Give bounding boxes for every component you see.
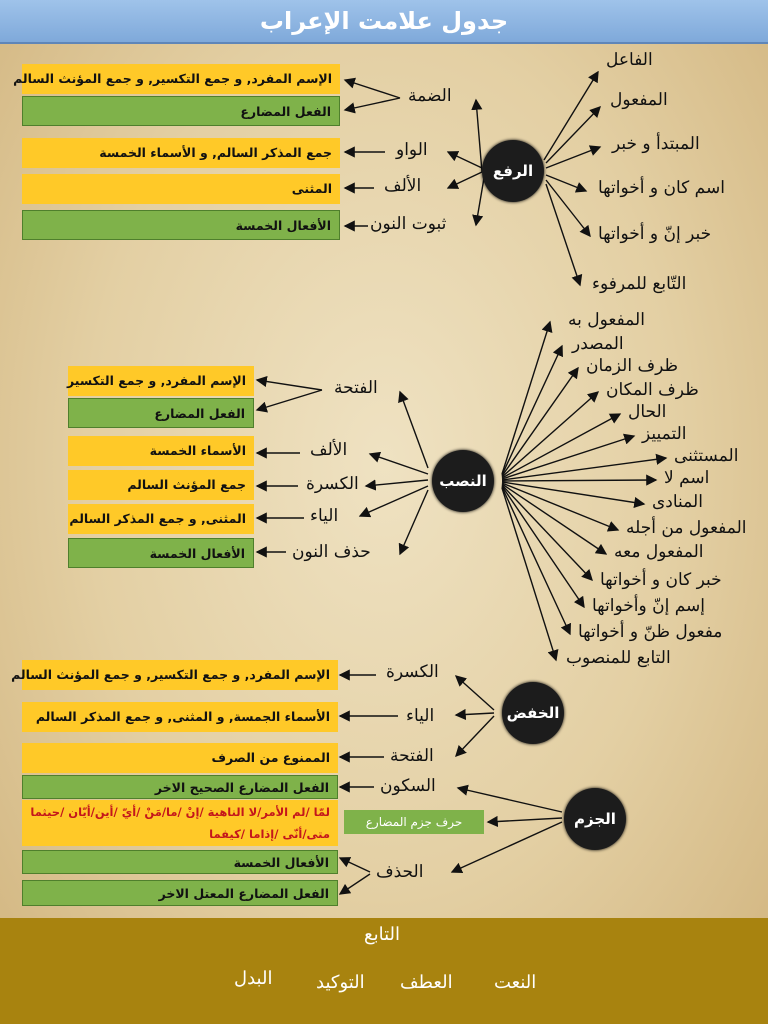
- nasb-mark-alif: الألف: [310, 440, 348, 460]
- khafd-hub: الخفض: [502, 682, 564, 744]
- jazm-mark-hadhf: الحذف: [376, 862, 424, 882]
- nasb-use-11: المفعول معه: [614, 542, 704, 562]
- nasb-mark-kasra: الكسرة: [306, 474, 359, 494]
- tabi-item-tawkid: التوكيد: [316, 972, 365, 993]
- khafd-box-3: الممنوع من الصرف: [22, 743, 338, 773]
- khafd-mark-kasra: الكسرة: [386, 662, 439, 682]
- tabi-item-naat: النعت: [494, 972, 537, 993]
- jazm-box-1: الفعل المضارع الصحيح الاخر: [22, 775, 338, 799]
- khafd-box-2: الأسماء الجمسة, و المثنى, و جمع المذكر السالم: [22, 702, 338, 732]
- nasb-box-3: الأسماء الخمسة: [68, 436, 254, 466]
- raf-use-5: خبر إنّ و أخواتها: [598, 224, 712, 244]
- tabi-item-badal: البدل: [234, 968, 273, 989]
- raf-box-5: الأفعال الخمسة: [22, 210, 340, 240]
- nasb-use-4: ظرف المكان: [606, 380, 699, 400]
- nasb-mark-nun: حذف النون: [292, 542, 371, 562]
- page-title: جدول علامت الإعراب: [0, 0, 768, 44]
- raf-box-1: الإسم المفرد, و جمع التكسير, و جمع المؤنث السالم: [22, 64, 340, 94]
- khafd-mark-fatha: الفتحة: [390, 746, 434, 766]
- tabi-item-atf: العطف: [400, 972, 453, 993]
- nasb-use-1: المفعول به: [568, 310, 645, 330]
- jazm-mark-sukun: السكون: [380, 776, 436, 796]
- raf-hub: الرفع: [482, 140, 544, 202]
- nasb-use-7: المستثنى: [674, 446, 739, 466]
- raf-mark-damma: الضمة: [408, 86, 452, 106]
- raf-mark-nun: ثبوت النون: [370, 214, 447, 234]
- nasb-hub: النصب: [432, 450, 494, 512]
- nasb-use-2: المصدر: [572, 334, 624, 354]
- nasb-use-14: مفعول ظنّ و أخواتها: [578, 622, 723, 642]
- nasb-use-3: ظرف الزمان: [586, 356, 678, 376]
- raf-box-3: جمع المذكر السالم, و الأسماء الخمسة: [22, 138, 340, 168]
- nasb-use-13: إسم إنّ وأخواتها: [592, 596, 705, 616]
- nasb-use-5: الحال: [628, 402, 667, 422]
- jazm-box-3: الفعل المضارع المعتل الاخر: [22, 880, 338, 906]
- raf-use-3: المبتدأ و خبر: [612, 134, 700, 154]
- nasb-box-4: جمع المؤنث السالم: [68, 470, 254, 500]
- nasb-use-8: اسم لا: [664, 468, 710, 488]
- nasb-use-10: المفعول من أجله: [626, 518, 747, 538]
- nasb-use-12: خبر كان و أخواتها: [600, 570, 722, 590]
- nasb-box-1: الإسم المفرد, و جمع التكسير: [68, 366, 254, 396]
- khafd-mark-ya: الياء: [406, 706, 435, 726]
- jazm-box-2: الأفعال الخمسة: [22, 850, 338, 874]
- raf-use-4: اسم كان و أخواتها: [598, 178, 725, 198]
- nasb-use-6: التمييز: [642, 424, 687, 444]
- nasb-mark-fatha: الفتحة: [334, 378, 378, 398]
- raf-box-4: المثنى: [22, 174, 340, 204]
- jazm-particles-box: [22, 800, 338, 846]
- raf-box-2: الفعل المضارع: [22, 96, 340, 126]
- raf-mark-waw: الواو: [396, 140, 428, 160]
- nasb-use-9: المنادى: [652, 492, 703, 512]
- nasb-box-2: الفعل المضارع: [68, 398, 254, 428]
- nasb-use-15: التابع للمنصوب: [566, 648, 671, 668]
- raf-use-6: التّابع للمرفوء: [592, 274, 687, 294]
- nasb-box-6: الأفعال الخمسة: [68, 538, 254, 568]
- raf-use-1: الفاعل: [606, 50, 653, 70]
- jazm-hub: الجزم: [564, 788, 626, 850]
- khafd-box-1: الإسم المفرد, و جمع التكسير, و جمع المؤنث السالم: [22, 660, 338, 690]
- jazm-particles-label: حرف جزم المضارع: [344, 810, 484, 834]
- raf-use-2: المفعول: [610, 90, 668, 110]
- nasb-box-5: المثنى, و جمع المذكر السالم: [68, 504, 254, 534]
- raf-mark-alif: الألف: [384, 176, 422, 196]
- tabi-title: التابع: [364, 924, 400, 945]
- nasb-mark-ya: الياء: [310, 506, 339, 526]
- jazm-particles-line-1: لمّا /لم الأمر/لا الناهية /إنْ /ما/مَنْ /أيّ /أين/أيّان /حيثما: [30, 805, 330, 819]
- jazm-particles-line-2: متى/أنّى /إذاما /كيفما: [209, 827, 330, 841]
